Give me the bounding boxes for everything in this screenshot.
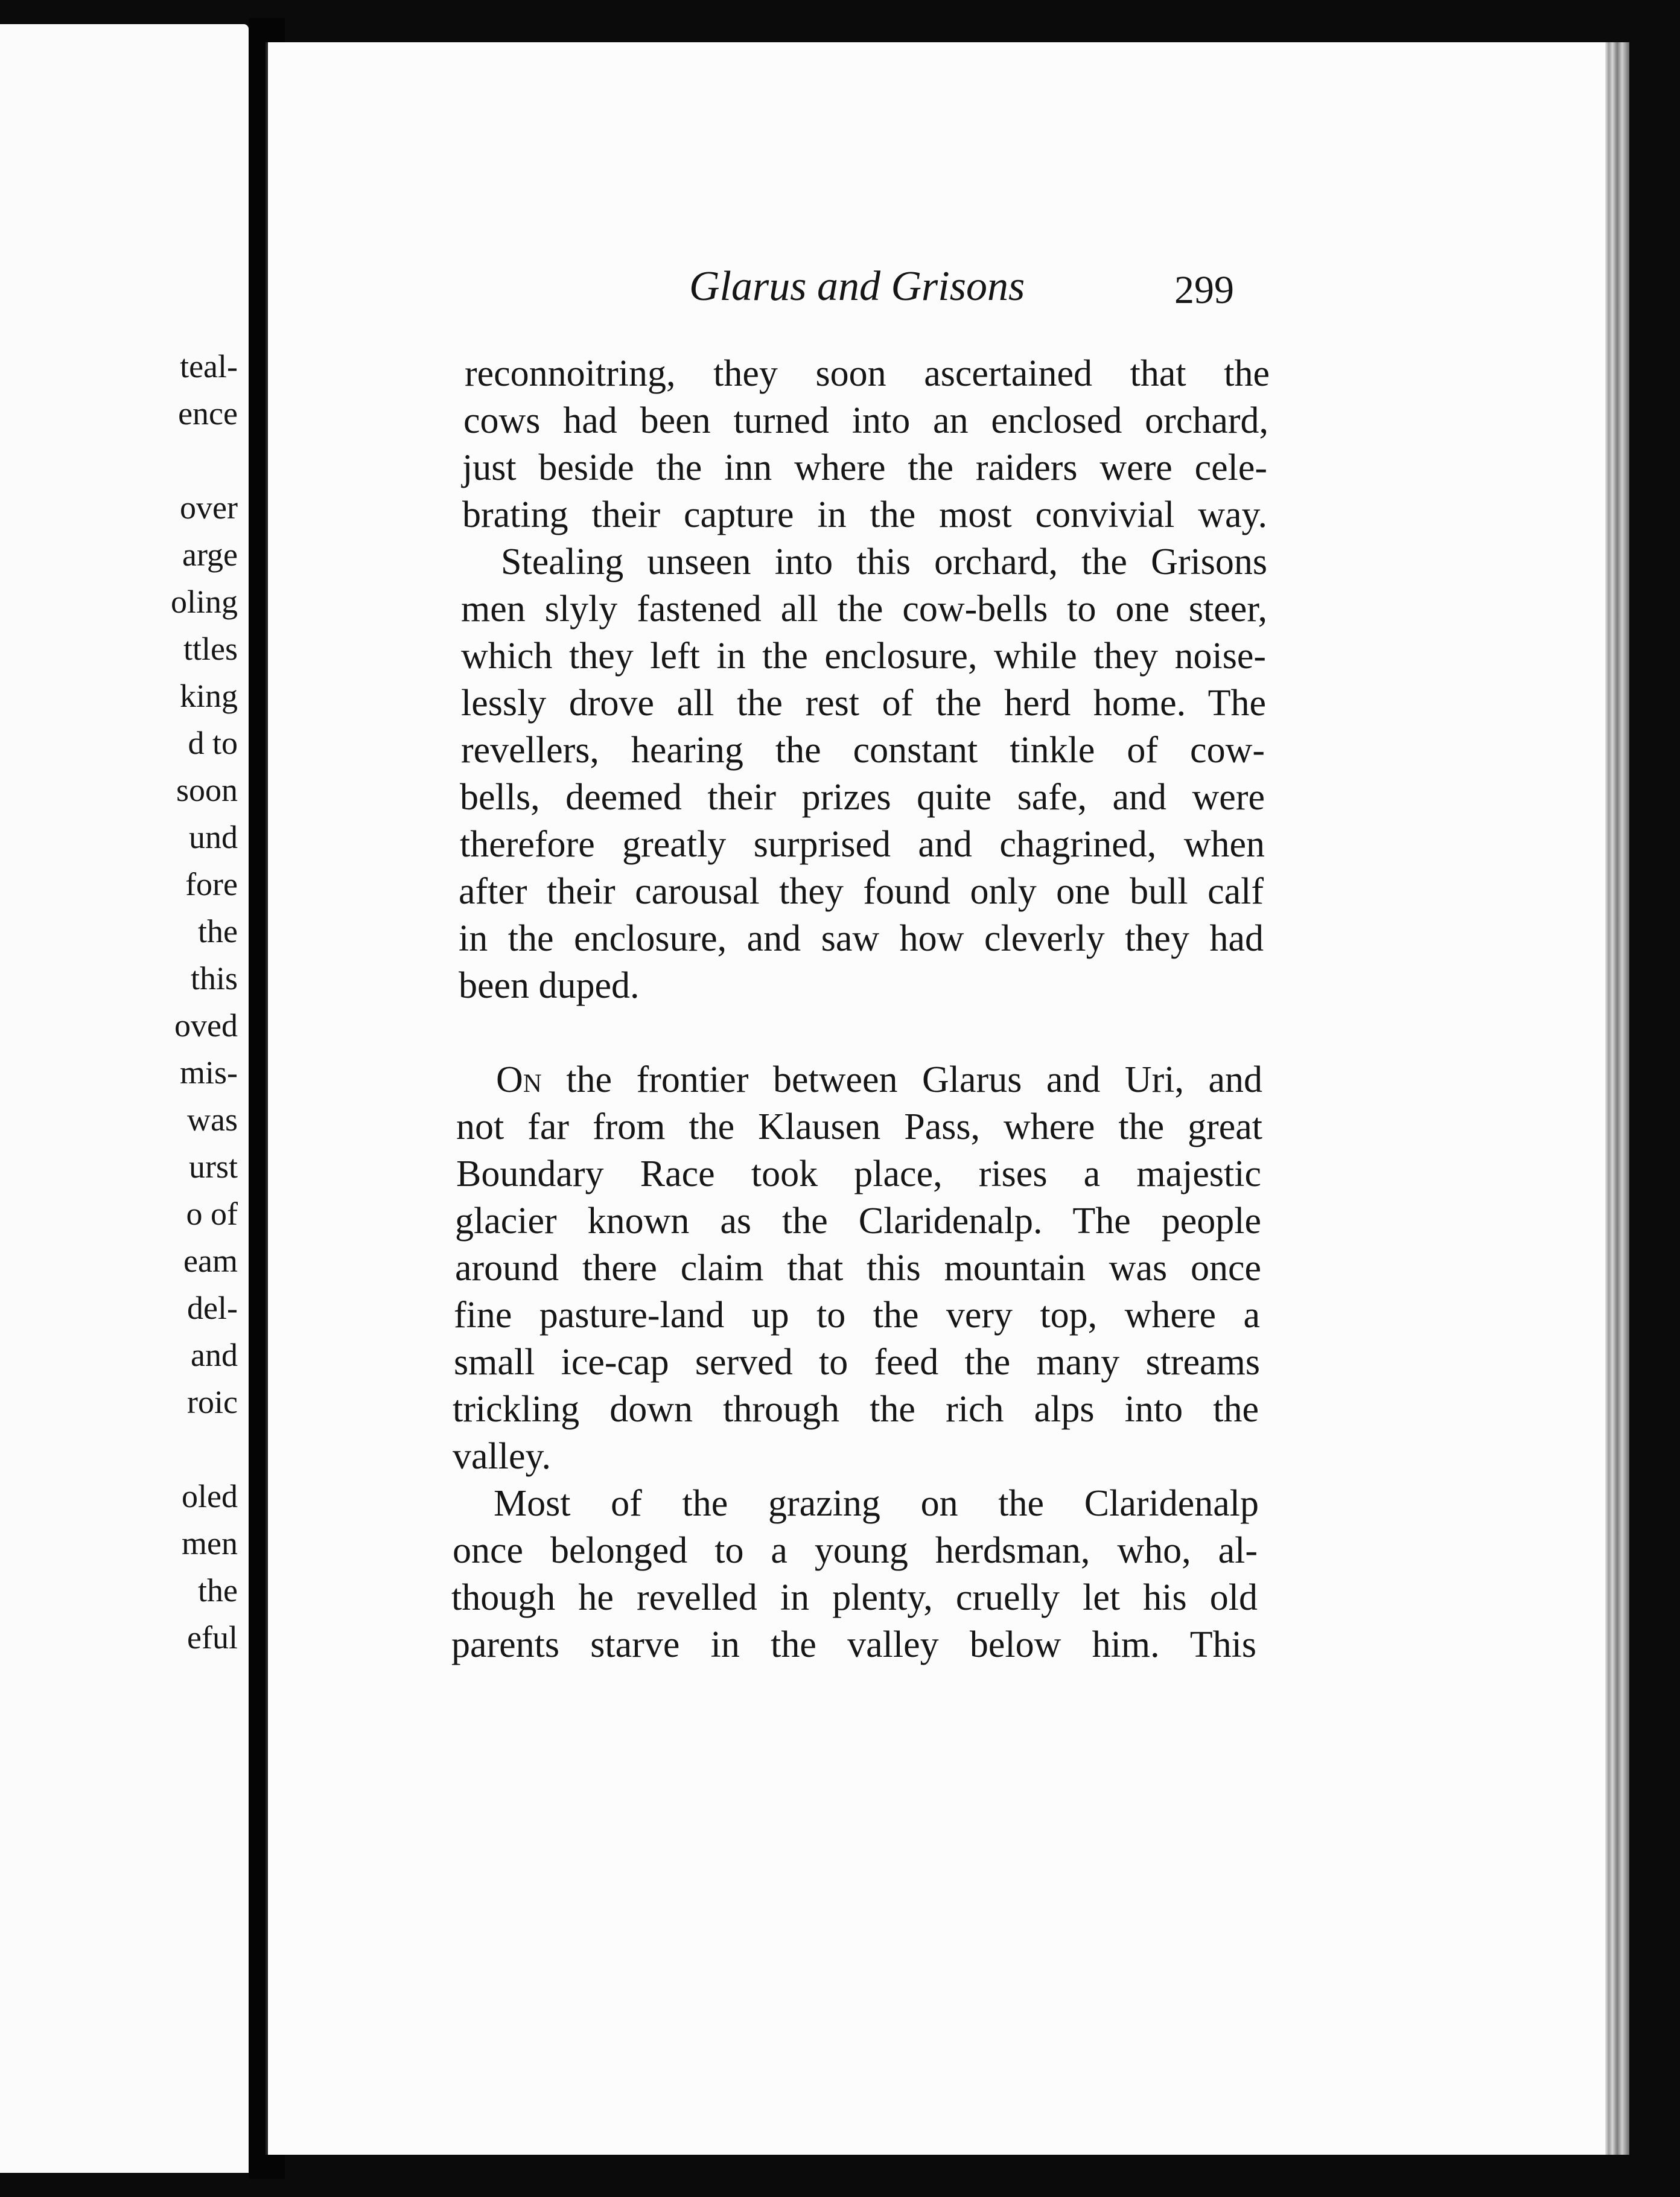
left-fragment: eam bbox=[183, 1243, 238, 1279]
left-fragment: king bbox=[179, 678, 238, 714]
left-fragment: del- bbox=[187, 1290, 238, 1326]
text-line: bells, deemed their prizes quite safe, and were bbox=[460, 777, 1265, 818]
text-line: after their carousal they found only one bull calf bbox=[459, 871, 1264, 912]
text-line: glacier known as the Claridenalp. The people bbox=[455, 1201, 1261, 1242]
left-fragment: this bbox=[190, 960, 238, 996]
text-line: trickling down through the rich alps into the bbox=[453, 1389, 1259, 1430]
text-line bbox=[496, 1061, 1262, 1098]
left-fragment: over bbox=[180, 489, 238, 526]
text-line: therefore greatly surprised and chagrined, when bbox=[460, 824, 1265, 865]
text-line-rest: the frontier between Glarus and Uri, and bbox=[541, 1059, 1262, 1100]
drop-cap-word: On bbox=[496, 1059, 542, 1100]
text-line: men slyly fastened all the cow-bells to one steer, bbox=[461, 588, 1267, 630]
left-fragment: und bbox=[189, 819, 238, 855]
left-fragment: and bbox=[191, 1337, 238, 1373]
left-fragment: soon bbox=[176, 772, 238, 808]
text-line: though he revelled in plenty, cruelly let his old bbox=[451, 1577, 1258, 1618]
text-line: around there claim that this mountain was once bbox=[455, 1248, 1261, 1289]
left-fragment: oling bbox=[170, 584, 238, 620]
text-line: small ice-cap served to feed the many streams bbox=[454, 1342, 1260, 1383]
left-fragment: ence bbox=[178, 395, 238, 432]
text-line: Most of the grazing on the Claridenalp bbox=[494, 1483, 1259, 1524]
text-line: Boundary Race took place, rises a majestic bbox=[456, 1153, 1261, 1194]
text-line: in the enclosure, and saw how cleverly they had bbox=[459, 918, 1264, 959]
left-fragment: teal- bbox=[180, 348, 238, 384]
text-line: fine pasture-land up to the very top, where a bbox=[454, 1295, 1260, 1336]
left-fragment: was bbox=[187, 1102, 238, 1138]
text-line: revellers, hearing the constant tinkle of cow- bbox=[461, 730, 1265, 771]
page-number: 299 bbox=[1174, 268, 1234, 312]
left-page bbox=[0, 24, 249, 2173]
text-line: which they left in the enclosure, while they noise- bbox=[461, 636, 1266, 677]
text-line: parents starve in the valley below him. This bbox=[451, 1624, 1256, 1665]
text-line: Stealing unseen into this orchard, the Grisons bbox=[501, 541, 1267, 582]
text-line: brating their capture in the most convivial way. bbox=[462, 494, 1267, 535]
text-line: reconnoitring, they soon ascertained that the bbox=[465, 353, 1270, 394]
running-head: Glarus and Grisons bbox=[689, 263, 1025, 310]
left-fragment: men bbox=[182, 1525, 238, 1561]
text-line: valley. bbox=[453, 1436, 551, 1477]
left-fragment: urst bbox=[189, 1149, 238, 1185]
text-line: once belonged to a young herdsman, who, al- bbox=[453, 1530, 1258, 1571]
left-fragment: roic bbox=[187, 1384, 238, 1420]
left-fragment: the bbox=[198, 1572, 238, 1609]
left-fragment: oved bbox=[174, 1007, 238, 1044]
left-fragment: mis- bbox=[179, 1054, 238, 1091]
left-fragment: o of bbox=[186, 1196, 238, 1232]
left-fragment: d to bbox=[188, 725, 238, 761]
page-edge bbox=[1605, 42, 1629, 2155]
left-fragment: the bbox=[198, 913, 238, 949]
text-line: not far from the Klausen Pass, where the great bbox=[456, 1106, 1262, 1147]
text-line: been duped. bbox=[459, 965, 640, 1006]
left-fragment: ttles bbox=[183, 631, 238, 667]
left-fragment: arge bbox=[182, 537, 238, 573]
left-fragment: fore bbox=[185, 866, 238, 902]
text-line: lessly drove all the rest of the herd home. The bbox=[461, 683, 1266, 724]
text-line: cows had been turned into an enclosed orchard, bbox=[463, 400, 1268, 441]
left-fragment: oled bbox=[182, 1478, 238, 1514]
text-line: just beside the inn where the raiders were cele- bbox=[462, 447, 1267, 488]
left-fragment: eful bbox=[187, 1619, 238, 1656]
